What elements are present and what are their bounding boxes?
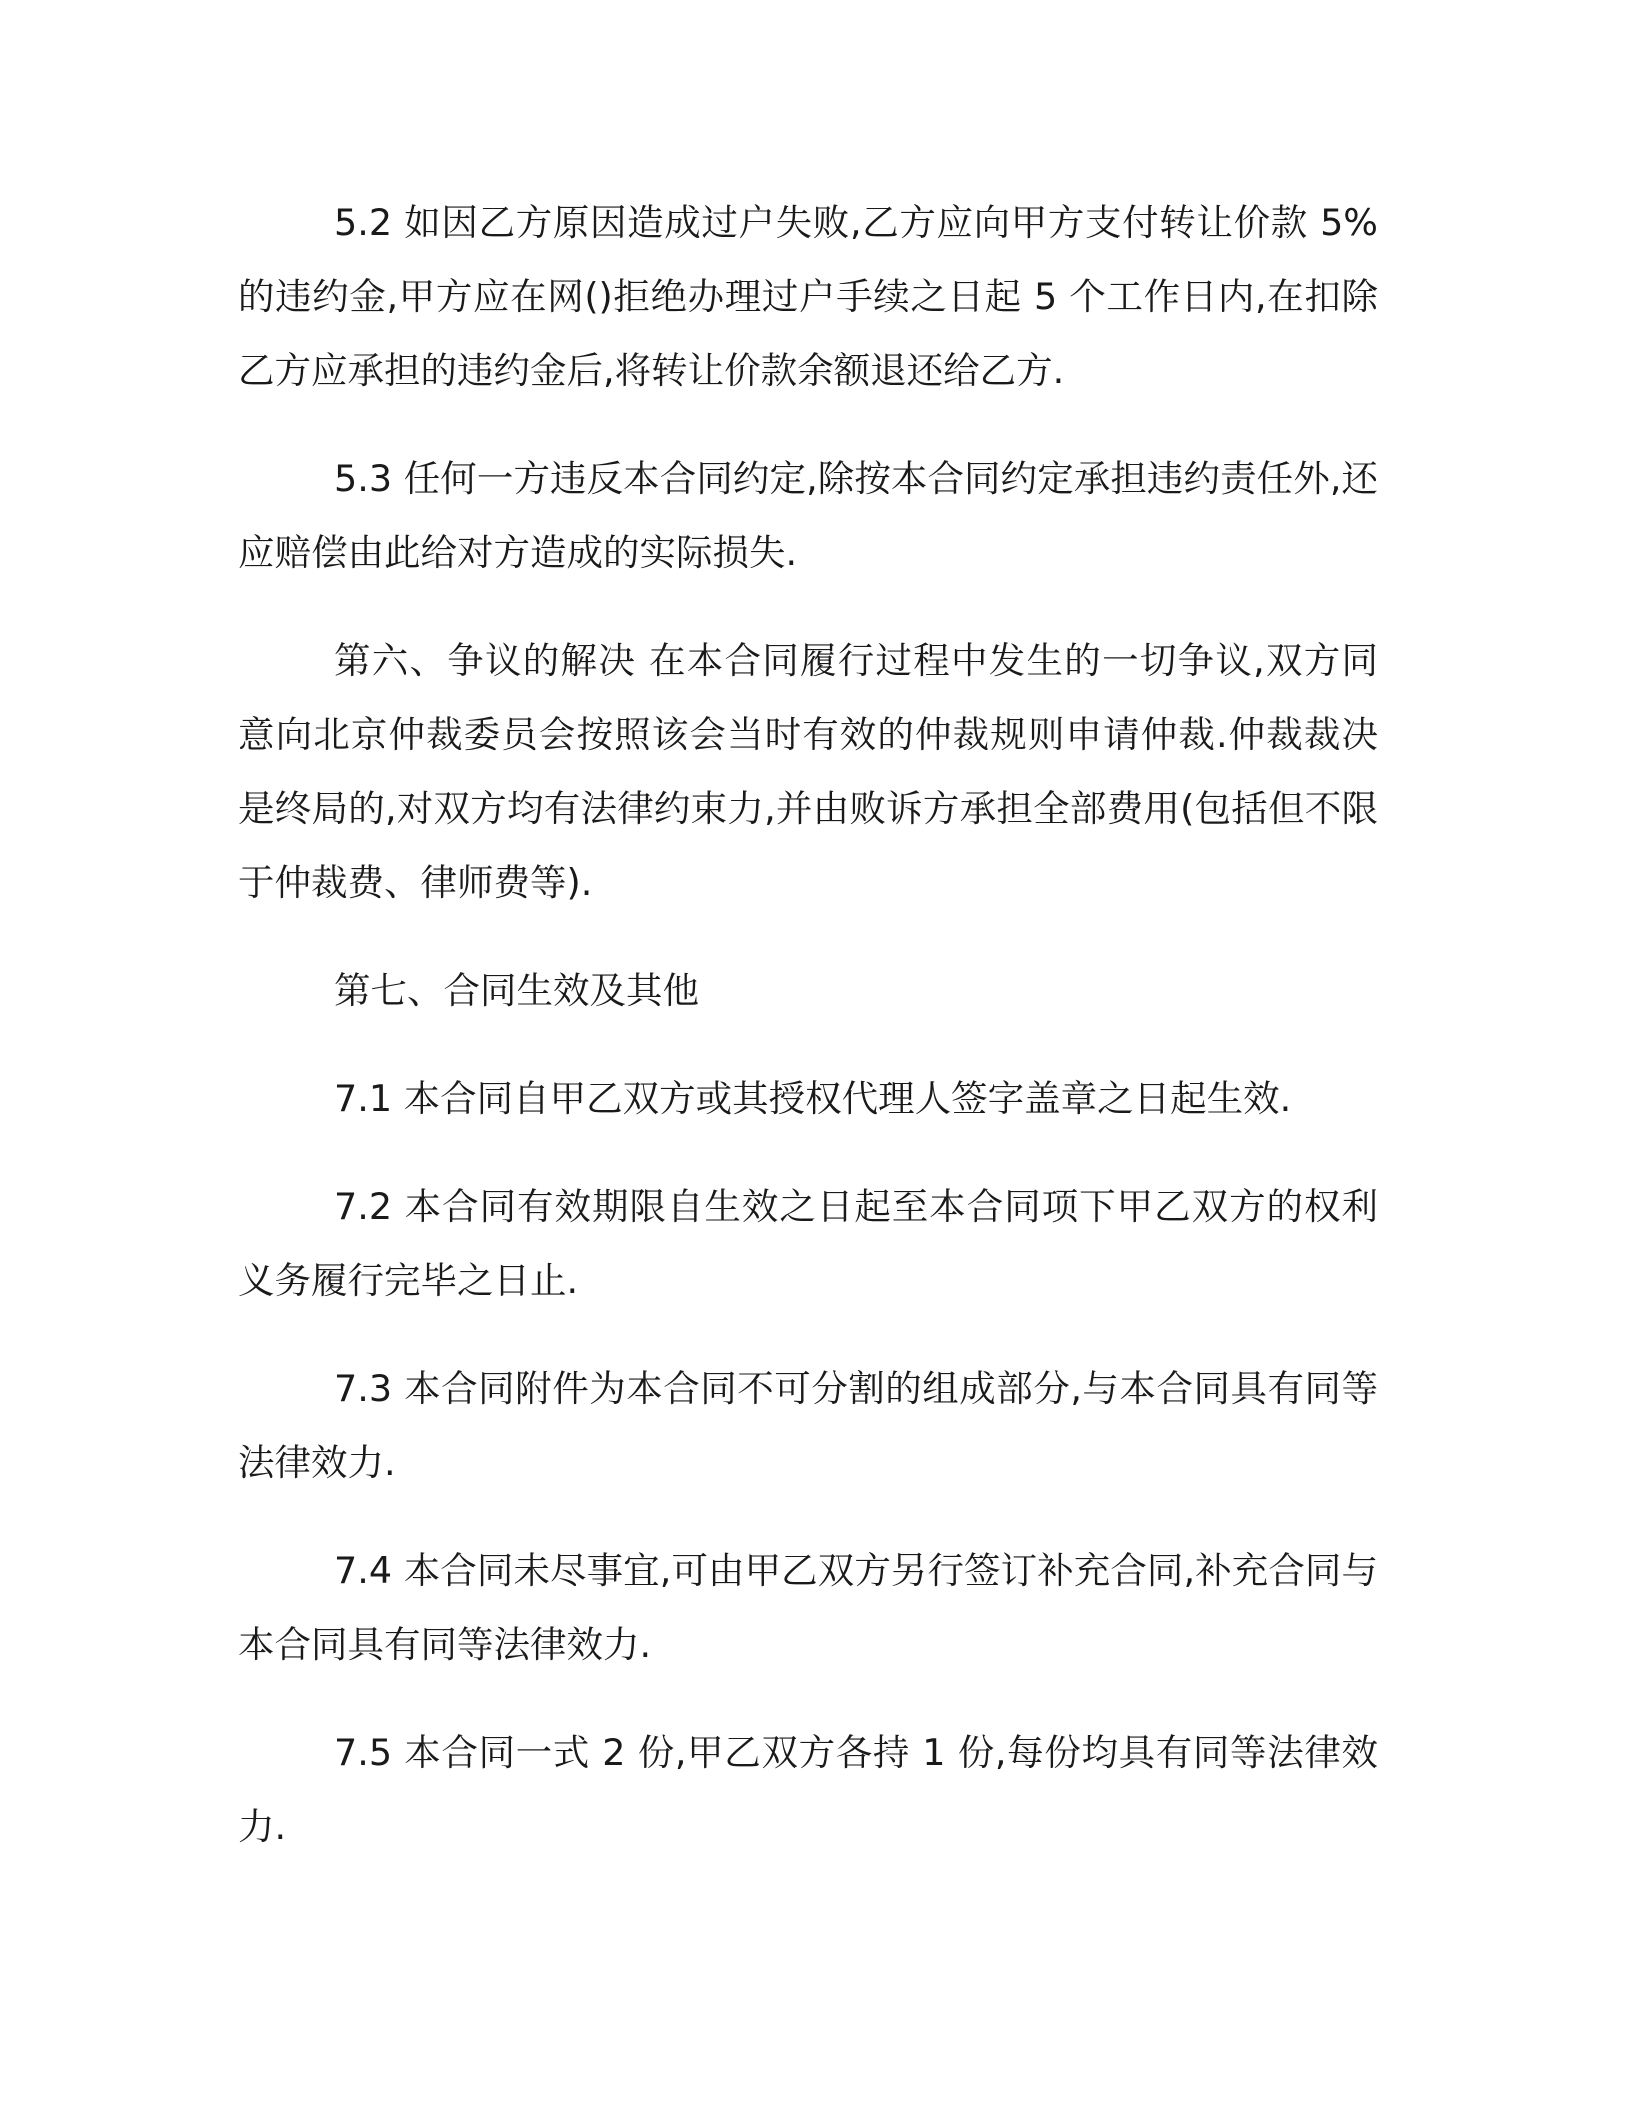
- clause-7-3: 7.3 本合同附件为本合同不可分割的组成部分,与本合同具有同等法律效力.: [238, 1367, 1378, 1484]
- clause-7-1: 7.1 本合同自甲乙双方或其授权代理人签字盖章之日起生效.: [334, 1077, 1292, 1120]
- clause-5-3: 5.3 任何一方违反本合同约定,除按本合同约定承担违约责任外,还应赔偿由此给对方造成的实际损失.: [238, 457, 1378, 574]
- document-body: [238, 186, 1378, 1898]
- clause-7-4: 7.4 本合同未尽事宜,可由甲乙双方另行签订补充合同,补充合同与本合同具有同等法律效力.: [238, 1549, 1378, 1666]
- clause-5-2: 5.2 如因乙方原因造成过户失败,乙方应向甲方支付转让价款 5%的违约金,甲方应在网()拒绝办理过户手续之日起 5 个工作日内,在扣除乙方应承担的违约金后,将转让价款余额退还给乙方.: [238, 201, 1378, 392]
- section-7-heading: 第七、合同生效及其他: [334, 969, 699, 1012]
- clause-7-2: 7.2 本合同有效期限自生效之日起至本合同项下甲乙双方的权利义务履行完毕之日止.: [238, 1185, 1378, 1302]
- section-6-dispute-resolution: 第六、争议的解决 在本合同履行过程中发生的一切争议,双方同意向北京仲裁委员会按照该会当时有效的仲裁规则申请仲裁.仲裁裁决是终局的,对双方均有法律约束力,并由败诉方承担全部费用(包括但不限于仲裁费、律师费等).: [238, 639, 1378, 904]
- clause-7-5: 7.5 本合同一式 2 份,甲乙双方各持 1 份,每份均具有同等法律效力.: [238, 1731, 1378, 1848]
